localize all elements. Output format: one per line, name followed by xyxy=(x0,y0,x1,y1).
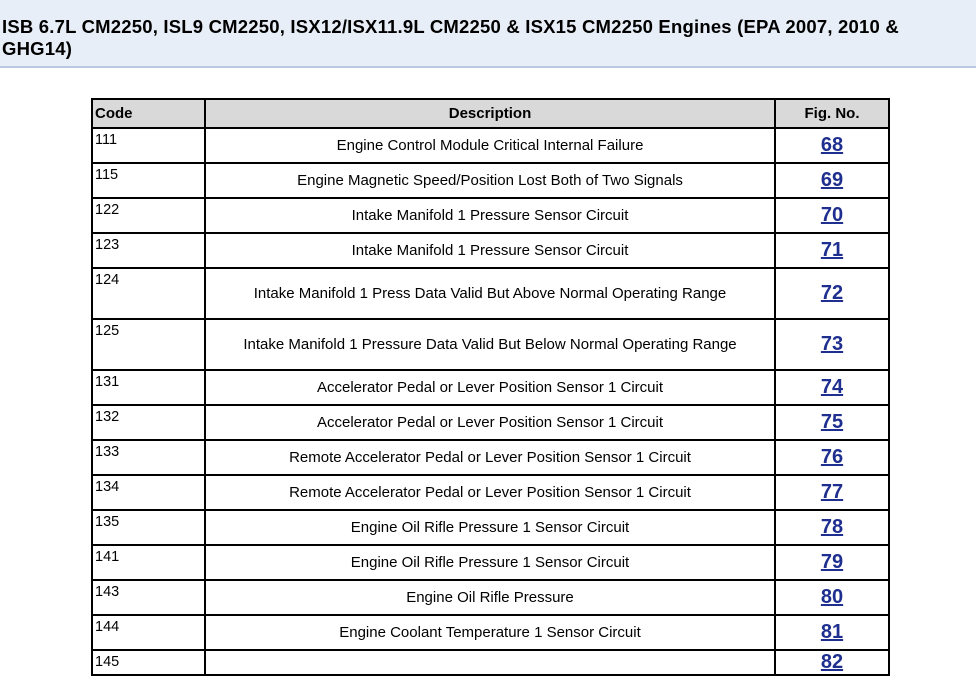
fig-cell xyxy=(775,580,889,615)
fault-code-table xyxy=(91,98,890,676)
table-row xyxy=(92,163,889,198)
table-row xyxy=(92,198,889,233)
description-cell: Engine Oil Rifle Pressure 1 Sensor Circuit xyxy=(205,510,775,545)
fig-cell xyxy=(775,128,889,163)
fig-link[interactable]: 71 xyxy=(820,239,844,261)
fig-link[interactable]: 81 xyxy=(820,621,844,643)
code-cell: 145 xyxy=(92,650,205,675)
table-row xyxy=(92,440,889,475)
table-row xyxy=(92,510,889,545)
description-cell: Intake Manifold 1 Press Data Valid But Above Normal Operating Range xyxy=(205,268,775,319)
table-row xyxy=(92,319,889,370)
code-cell: 134 xyxy=(92,475,205,510)
table-row xyxy=(92,233,889,268)
fig-link[interactable]: 68 xyxy=(820,134,844,156)
code-cell: 132 xyxy=(92,405,205,440)
fig-link[interactable]: 73 xyxy=(820,333,844,355)
description-cell: Intake Manifold 1 Pressure Sensor Circuit xyxy=(205,198,775,233)
table-row xyxy=(92,650,889,675)
table-row xyxy=(92,545,889,580)
description-cell: Remote Accelerator Pedal or Lever Position Sensor 1 Circuit xyxy=(205,475,775,510)
code-cell: 131 xyxy=(92,370,205,405)
column-header-description: Description xyxy=(205,99,775,128)
code-cell: 111 xyxy=(92,128,205,163)
table-row xyxy=(92,128,889,163)
fig-cell xyxy=(775,198,889,233)
table-row xyxy=(92,370,889,405)
description-cell: Engine Coolant Temperature 1 Sensor Circuit xyxy=(205,615,775,650)
fig-cell xyxy=(775,650,889,675)
description-cell: Intake Manifold 1 Pressure Data Valid But Below Normal Operating Range xyxy=(205,319,775,370)
description-cell xyxy=(205,650,775,675)
table-row xyxy=(92,475,889,510)
fig-link[interactable]: 76 xyxy=(820,446,844,468)
code-cell: 135 xyxy=(92,510,205,545)
fig-cell xyxy=(775,405,889,440)
column-header-code: Code xyxy=(92,99,205,128)
page-header xyxy=(0,0,976,68)
fig-cell xyxy=(775,163,889,198)
code-cell: 123 xyxy=(92,233,205,268)
page-title: ISB 6.7L CM2250, ISL9 CM2250, ISX12/ISX11.9L CM2250 & ISX15 CM2250 Engines (EPA 2007, 2010 & GHG14) xyxy=(2,16,899,59)
fig-link[interactable]: 72 xyxy=(820,282,844,304)
fig-cell xyxy=(775,268,889,319)
fig-link[interactable]: 70 xyxy=(820,204,844,226)
description-cell: Engine Oil Rifle Pressure xyxy=(205,580,775,615)
fig-link[interactable]: 79 xyxy=(820,551,844,573)
column-header-fig-no: Fig. No. xyxy=(775,99,889,128)
table-row xyxy=(92,580,889,615)
fig-link[interactable]: 82 xyxy=(820,651,844,673)
table-row xyxy=(92,615,889,650)
fig-link[interactable]: 78 xyxy=(820,516,844,538)
fig-cell xyxy=(775,510,889,545)
fig-link[interactable]: 80 xyxy=(820,586,844,608)
code-cell: 141 xyxy=(92,545,205,580)
table-header-row xyxy=(92,99,889,128)
fig-link[interactable]: 75 xyxy=(820,411,844,433)
fig-link[interactable]: 74 xyxy=(820,376,844,398)
code-cell: 125 xyxy=(92,319,205,370)
description-cell: Engine Oil Rifle Pressure 1 Sensor Circuit xyxy=(205,545,775,580)
description-cell: Remote Accelerator Pedal or Lever Position Sensor 1 Circuit xyxy=(205,440,775,475)
description-cell: Accelerator Pedal or Lever Position Sensor 1 Circuit xyxy=(205,405,775,440)
fig-cell xyxy=(775,233,889,268)
table-row xyxy=(92,268,889,319)
code-cell: 143 xyxy=(92,580,205,615)
description-cell: Engine Magnetic Speed/Position Lost Both of Two Signals xyxy=(205,163,775,198)
fig-cell xyxy=(775,370,889,405)
table-row xyxy=(92,405,889,440)
fig-cell xyxy=(775,615,889,650)
description-cell: Accelerator Pedal or Lever Position Sensor 1 Circuit xyxy=(205,370,775,405)
fig-cell xyxy=(775,440,889,475)
fig-cell xyxy=(775,319,889,370)
code-cell: 133 xyxy=(92,440,205,475)
fig-link[interactable]: 77 xyxy=(820,481,844,503)
fig-link[interactable]: 69 xyxy=(820,169,844,191)
fig-cell xyxy=(775,475,889,510)
code-cell: 122 xyxy=(92,198,205,233)
fig-cell xyxy=(775,545,889,580)
description-cell: Intake Manifold 1 Pressure Sensor Circuit xyxy=(205,233,775,268)
description-cell: Engine Control Module Critical Internal Failure xyxy=(205,128,775,163)
code-cell: 124 xyxy=(92,268,205,319)
code-cell: 115 xyxy=(92,163,205,198)
code-cell: 144 xyxy=(92,615,205,650)
